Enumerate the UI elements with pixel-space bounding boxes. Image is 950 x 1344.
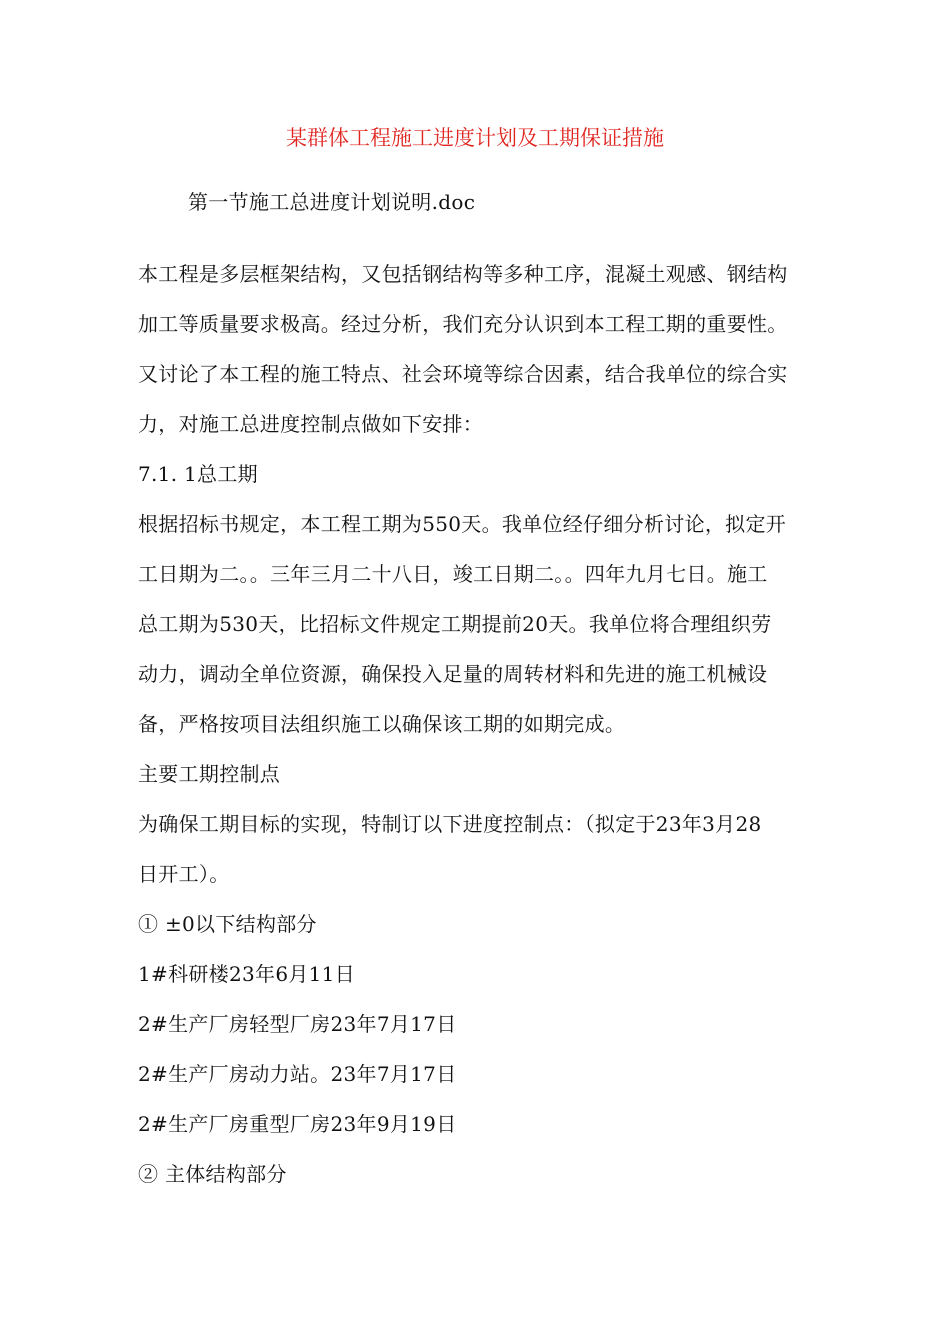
paragraph-line: 总工期为530天，比招标文件规定工期提前20天。我单位将合理组织劳 — [138, 612, 772, 636]
list-heading: ① ±0以下结构部分 — [138, 912, 317, 936]
paragraph-line: 根据招标书规定，本工程工期为550天。我单位经仔细分析讨论，拟定开 — [138, 512, 787, 536]
paragraph-line: 备，严格按项目法组织施工以确保该工期的如期完成。 — [138, 712, 626, 736]
paragraph-line: 动力，调动全单位资源，确保投入足量的周转材料和先进的施工机械设 — [138, 662, 768, 686]
subsection-heading: 主要工期控制点 — [138, 762, 281, 786]
paragraph-line: 又讨论了本工程的施工特点、社会环境等综合因素，结合我单位的综合实 — [138, 362, 788, 386]
list-item: 2#生产厂房轻型厂房23年7月17日 — [138, 1012, 457, 1036]
list-item: 1#科研楼23年6月11日 — [138, 962, 356, 986]
document-title: 某群体工程施工进度计划及工期保证措施 — [286, 126, 664, 150]
paragraph-line: 加工等质量要求极高。经过分析，我们充分认识到本工程工期的重要性。 — [138, 312, 788, 336]
paragraph-line: 工日期为二。。三年三月二十八日，竣工日期二。。四年九月七日。施工 — [138, 562, 768, 586]
paragraph-line: 本工程是多层框架结构，又包括钢结构等多种工序，混凝土观感、钢结构 — [138, 262, 788, 286]
subsection-heading: 7.1. 1总工期 — [138, 462, 258, 486]
list-item: 2#生产厂房重型厂房23年9月19日 — [138, 1112, 457, 1136]
list-heading: ② 主体结构部分 — [138, 1162, 287, 1186]
paragraph-line: 为确保工期目标的实现，特制订以下进度控制点：（拟定于23年3月28 — [138, 812, 762, 836]
list-item: 2#生产厂房动力站。23年7月17日 — [138, 1062, 457, 1086]
section-heading: 第一节施工总进度计划说明.doc — [188, 190, 476, 214]
paragraph-line: 日开工）。 — [138, 862, 230, 886]
paragraph-line: 力，对施工总进度控制点做如下安排： — [138, 412, 484, 436]
